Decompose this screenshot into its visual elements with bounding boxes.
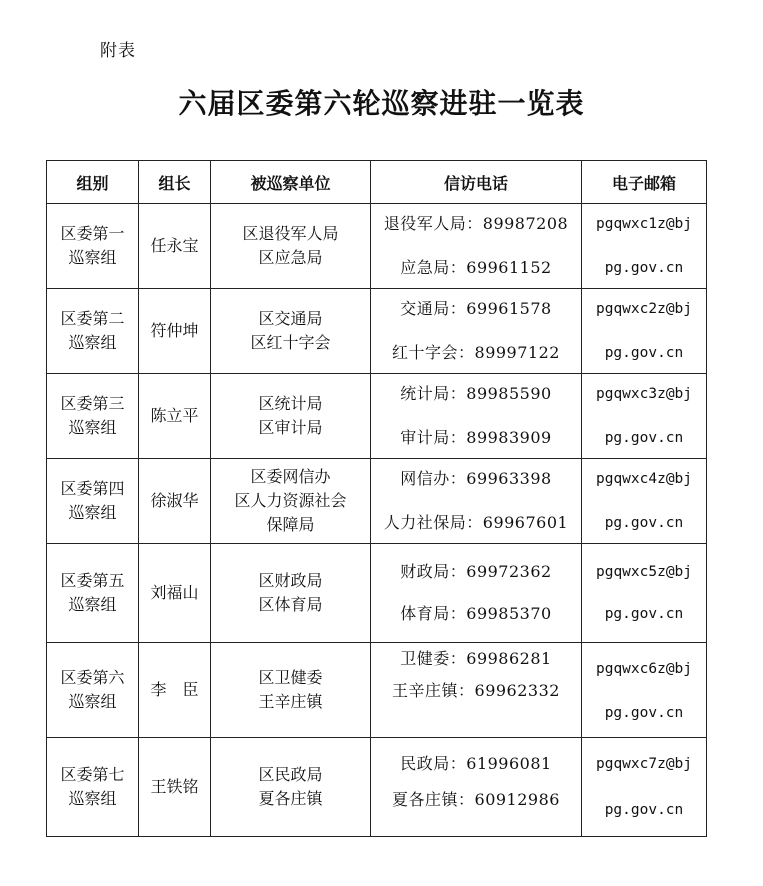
email-cell bbox=[582, 544, 707, 643]
group-cell bbox=[47, 544, 139, 643]
unit-line: 区卫健委 bbox=[258, 668, 323, 687]
unit-cell bbox=[211, 374, 371, 459]
unit-line: 区委网信办 bbox=[250, 467, 331, 486]
group-name-line: 区委第三 bbox=[60, 394, 125, 413]
column-header-email: 电子邮箱 bbox=[582, 161, 707, 204]
leader-cell: 陈立平 bbox=[139, 374, 211, 459]
group-cell bbox=[47, 204, 139, 289]
unit-line: 区体育局 bbox=[258, 595, 323, 614]
email-line: pg.gov.cn bbox=[604, 430, 684, 446]
phone-line: 应急局：69961152 bbox=[400, 258, 552, 277]
leader-cell: 徐淑华 bbox=[139, 459, 211, 544]
email-cell bbox=[582, 643, 707, 738]
email-cell bbox=[582, 459, 707, 544]
table-header-row bbox=[47, 161, 707, 204]
group-name-line: 巡察组 bbox=[68, 789, 117, 808]
unit-cell bbox=[211, 643, 371, 738]
unit-cell bbox=[211, 459, 371, 544]
phone-line: 卫健委：69986281 bbox=[400, 649, 552, 668]
phone-line: 王辛庄镇：69962332 bbox=[392, 681, 560, 700]
group-name-line: 区委第一 bbox=[60, 224, 125, 243]
table-row bbox=[47, 544, 707, 643]
table-row bbox=[47, 289, 707, 374]
unit-line: 区退役军人局 bbox=[242, 224, 339, 243]
phone-line: 红十字会：89997122 bbox=[392, 343, 560, 362]
leader-cell: 符仲坤 bbox=[139, 289, 211, 374]
email-line: pgqwxc1z@bj bbox=[595, 216, 693, 232]
group-name-line: 区委第五 bbox=[60, 571, 125, 590]
unit-cell bbox=[211, 544, 371, 643]
group-cell bbox=[47, 289, 139, 374]
unit-line: 保障局 bbox=[266, 515, 315, 534]
table-row bbox=[47, 643, 707, 738]
group-cell bbox=[47, 738, 139, 837]
group-cell bbox=[47, 374, 139, 459]
email-line: pgqwxc7z@bj bbox=[595, 756, 693, 772]
phone-line: 财政局：69972362 bbox=[400, 562, 552, 581]
phone-line: 夏各庄镇：60912986 bbox=[392, 790, 560, 809]
column-header-group: 组别 bbox=[47, 161, 139, 204]
phone-line: 体育局：69985370 bbox=[400, 604, 552, 623]
attachment-label: 附表 bbox=[100, 41, 136, 61]
unit-line: 王辛庄镇 bbox=[258, 692, 323, 711]
phone-line: 民政局：61996081 bbox=[400, 754, 552, 773]
unit-cell bbox=[211, 738, 371, 837]
email-line: pgqwxc5z@bj bbox=[595, 564, 693, 580]
email-line: pgqwxc3z@bj bbox=[595, 386, 693, 402]
phone-cell bbox=[371, 643, 582, 738]
group-cell bbox=[47, 643, 139, 738]
column-header-leader: 组长 bbox=[139, 161, 211, 204]
unit-line: 区交通局 bbox=[258, 309, 323, 328]
group-name-line: 区委第七 bbox=[60, 765, 125, 784]
phone-cell bbox=[371, 544, 582, 643]
unit-line: 夏各庄镇 bbox=[258, 789, 323, 808]
email-line: pgqwxc2z@bj bbox=[595, 301, 693, 317]
unit-line: 区统计局 bbox=[258, 394, 323, 413]
inspection-table bbox=[46, 160, 707, 837]
phone-cell bbox=[371, 289, 582, 374]
unit-cell bbox=[211, 289, 371, 374]
phone-cell bbox=[371, 204, 582, 289]
email-line: pgqwxc6z@bj bbox=[595, 661, 693, 677]
document-title: 六届区委第六轮巡察进驻一览表 bbox=[178, 87, 585, 120]
group-name-line: 巡察组 bbox=[68, 333, 117, 352]
phone-line: 交通局：69961578 bbox=[400, 299, 552, 318]
group-cell bbox=[47, 459, 139, 544]
email-line: pg.gov.cn bbox=[604, 802, 684, 818]
email-cell bbox=[582, 738, 707, 837]
group-name-line: 巡察组 bbox=[68, 248, 117, 267]
group-name-line: 区委第四 bbox=[60, 479, 125, 498]
column-header-unit: 被巡察单位 bbox=[211, 161, 371, 204]
leader-cell: 李 臣 bbox=[139, 643, 211, 738]
phone-line: 人力社保局：69967601 bbox=[383, 513, 569, 532]
table-row bbox=[47, 374, 707, 459]
phone-cell bbox=[371, 459, 582, 544]
leader-cell: 王铁铭 bbox=[139, 738, 211, 837]
column-header-phone: 信访电话 bbox=[371, 161, 582, 204]
table-row bbox=[47, 738, 707, 837]
unit-line: 区审计局 bbox=[258, 418, 323, 437]
phone-line: 网信办：69963398 bbox=[400, 469, 552, 488]
group-name-line: 巡察组 bbox=[68, 503, 117, 522]
leader-cell: 刘福山 bbox=[139, 544, 211, 643]
unit-line: 区财政局 bbox=[258, 571, 323, 590]
email-cell bbox=[582, 374, 707, 459]
group-name-line: 巡察组 bbox=[68, 595, 117, 614]
leader-cell: 任永宝 bbox=[139, 204, 211, 289]
email-line: pg.gov.cn bbox=[604, 705, 684, 721]
phone-line: 退役军人局：89987208 bbox=[383, 214, 569, 233]
group-name-line: 区委第二 bbox=[60, 309, 125, 328]
email-cell bbox=[582, 204, 707, 289]
unit-line: 区民政局 bbox=[258, 765, 323, 784]
email-cell bbox=[582, 289, 707, 374]
phone-line: 统计局：89985590 bbox=[400, 384, 552, 403]
phone-cell bbox=[371, 374, 582, 459]
unit-line: 区红十字会 bbox=[250, 333, 331, 352]
group-name-line: 巡察组 bbox=[68, 418, 117, 437]
unit-line: 区应急局 bbox=[258, 248, 323, 267]
group-name-line: 巡察组 bbox=[68, 692, 117, 711]
email-line: pg.gov.cn bbox=[604, 515, 684, 531]
unit-cell bbox=[211, 204, 371, 289]
table-row bbox=[47, 204, 707, 289]
email-line: pg.gov.cn bbox=[604, 345, 684, 361]
group-name-line: 区委第六 bbox=[60, 668, 125, 687]
email-line: pg.gov.cn bbox=[604, 260, 684, 276]
email-line: pg.gov.cn bbox=[604, 606, 684, 622]
phone-cell bbox=[371, 738, 582, 837]
email-line: pgqwxc4z@bj bbox=[595, 471, 693, 487]
phone-line: 审计局：89983909 bbox=[400, 428, 552, 447]
table-row bbox=[47, 459, 707, 544]
unit-line: 区人力资源社会 bbox=[234, 491, 347, 510]
